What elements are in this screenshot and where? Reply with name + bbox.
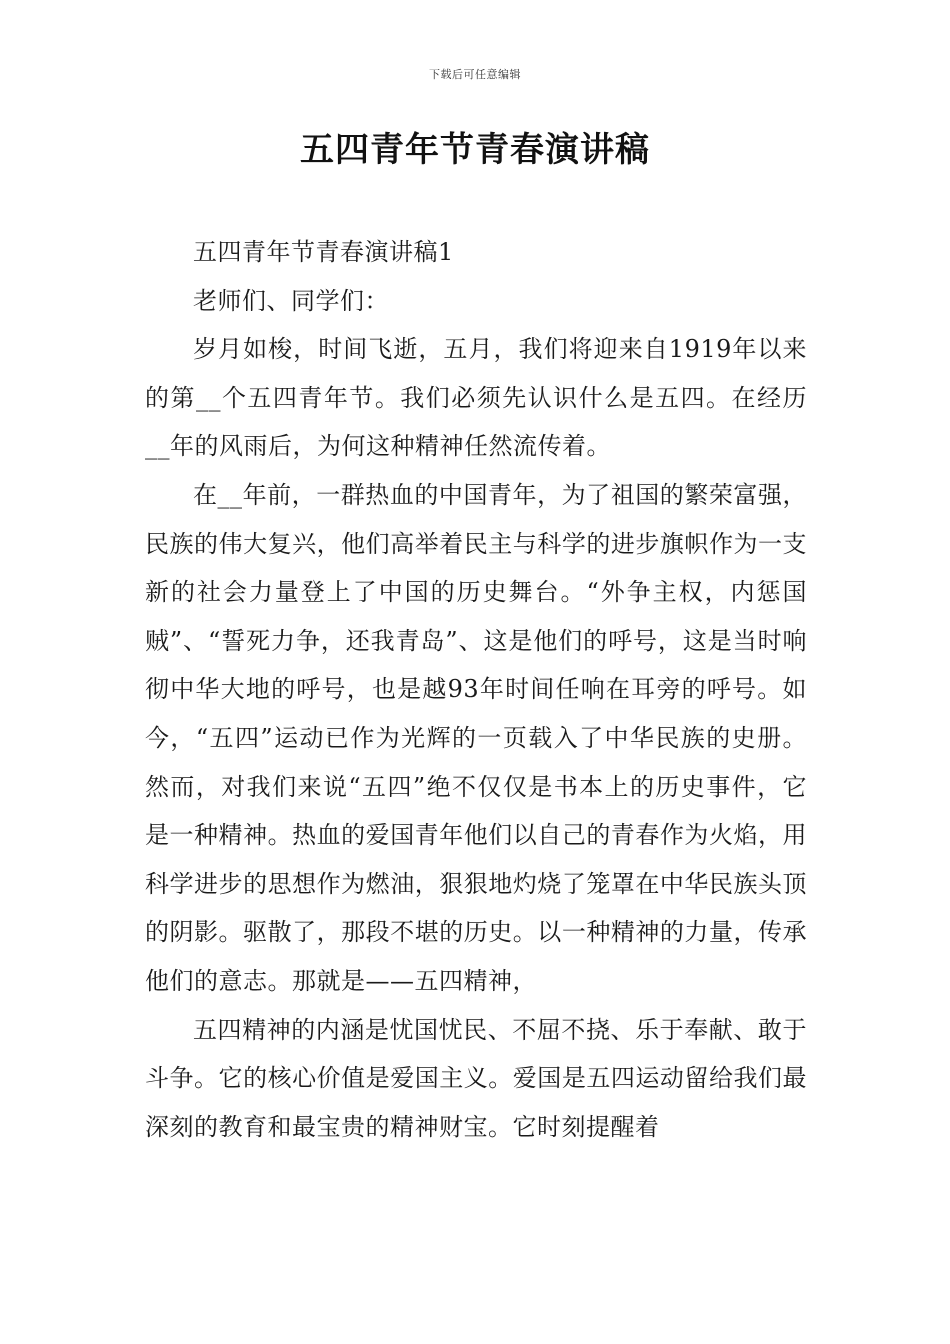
paragraph: 五四精神的内涵是忧国忧民、不屈不挠、乐于奉献、敢于斗争。它的核心价值是爱国主义。爱国是五四运动留给我们最深刻的教育和最宝贵的精神财宝。它时刻提醒着 (145, 1015, 807, 1141)
paragraph: 在__年前，一群热血的中国青年，为了祖国的繁荣富强，民族的伟大复兴，他们高举着民主与科学的进步旗帜作为一支新的社会力量登上了中国的历史舞台。“外争主权，内惩国贼”、“誓死力争，还我青岛”、这是他们的呼号，这是当时响彻中华大地的呼号，也是越93年时间任响在耳旁的呼号。如今，“五四”运动已作为光辉的一页载入了中华民族的史册。然而，对我们来说“五四”绝不仅仅是书本上的历史事件，它是一种精神。热血的爱国青年他们以自己的青春作为火焰，用科学进步的思想作为燃油，狠狠地灼烧了笼罩在中华民族头顶的阴影。驱散了，那段不堪的历史。以一种精神的力量，传承他们的意志。那就是——五四精神， (145, 480, 807, 995)
page-header-note: 下载后可任意编辑 (429, 68, 521, 81)
document-title: 五四青年节青春演讲稿 (300, 130, 650, 170)
document-body (145, 228, 807, 1151)
section-heading: 五四青年节青春演讲稿1 (193, 238, 454, 266)
salutation: 老师们、同学们： (193, 286, 389, 315)
paragraph: 岁月如梭，时间飞逝，五月，我们将迎来自1919年以来的第__个五四青年节。我们必须先认识什么是五四。在经历__年的风雨后，为何这种精神任然流传着。 (145, 335, 807, 461)
